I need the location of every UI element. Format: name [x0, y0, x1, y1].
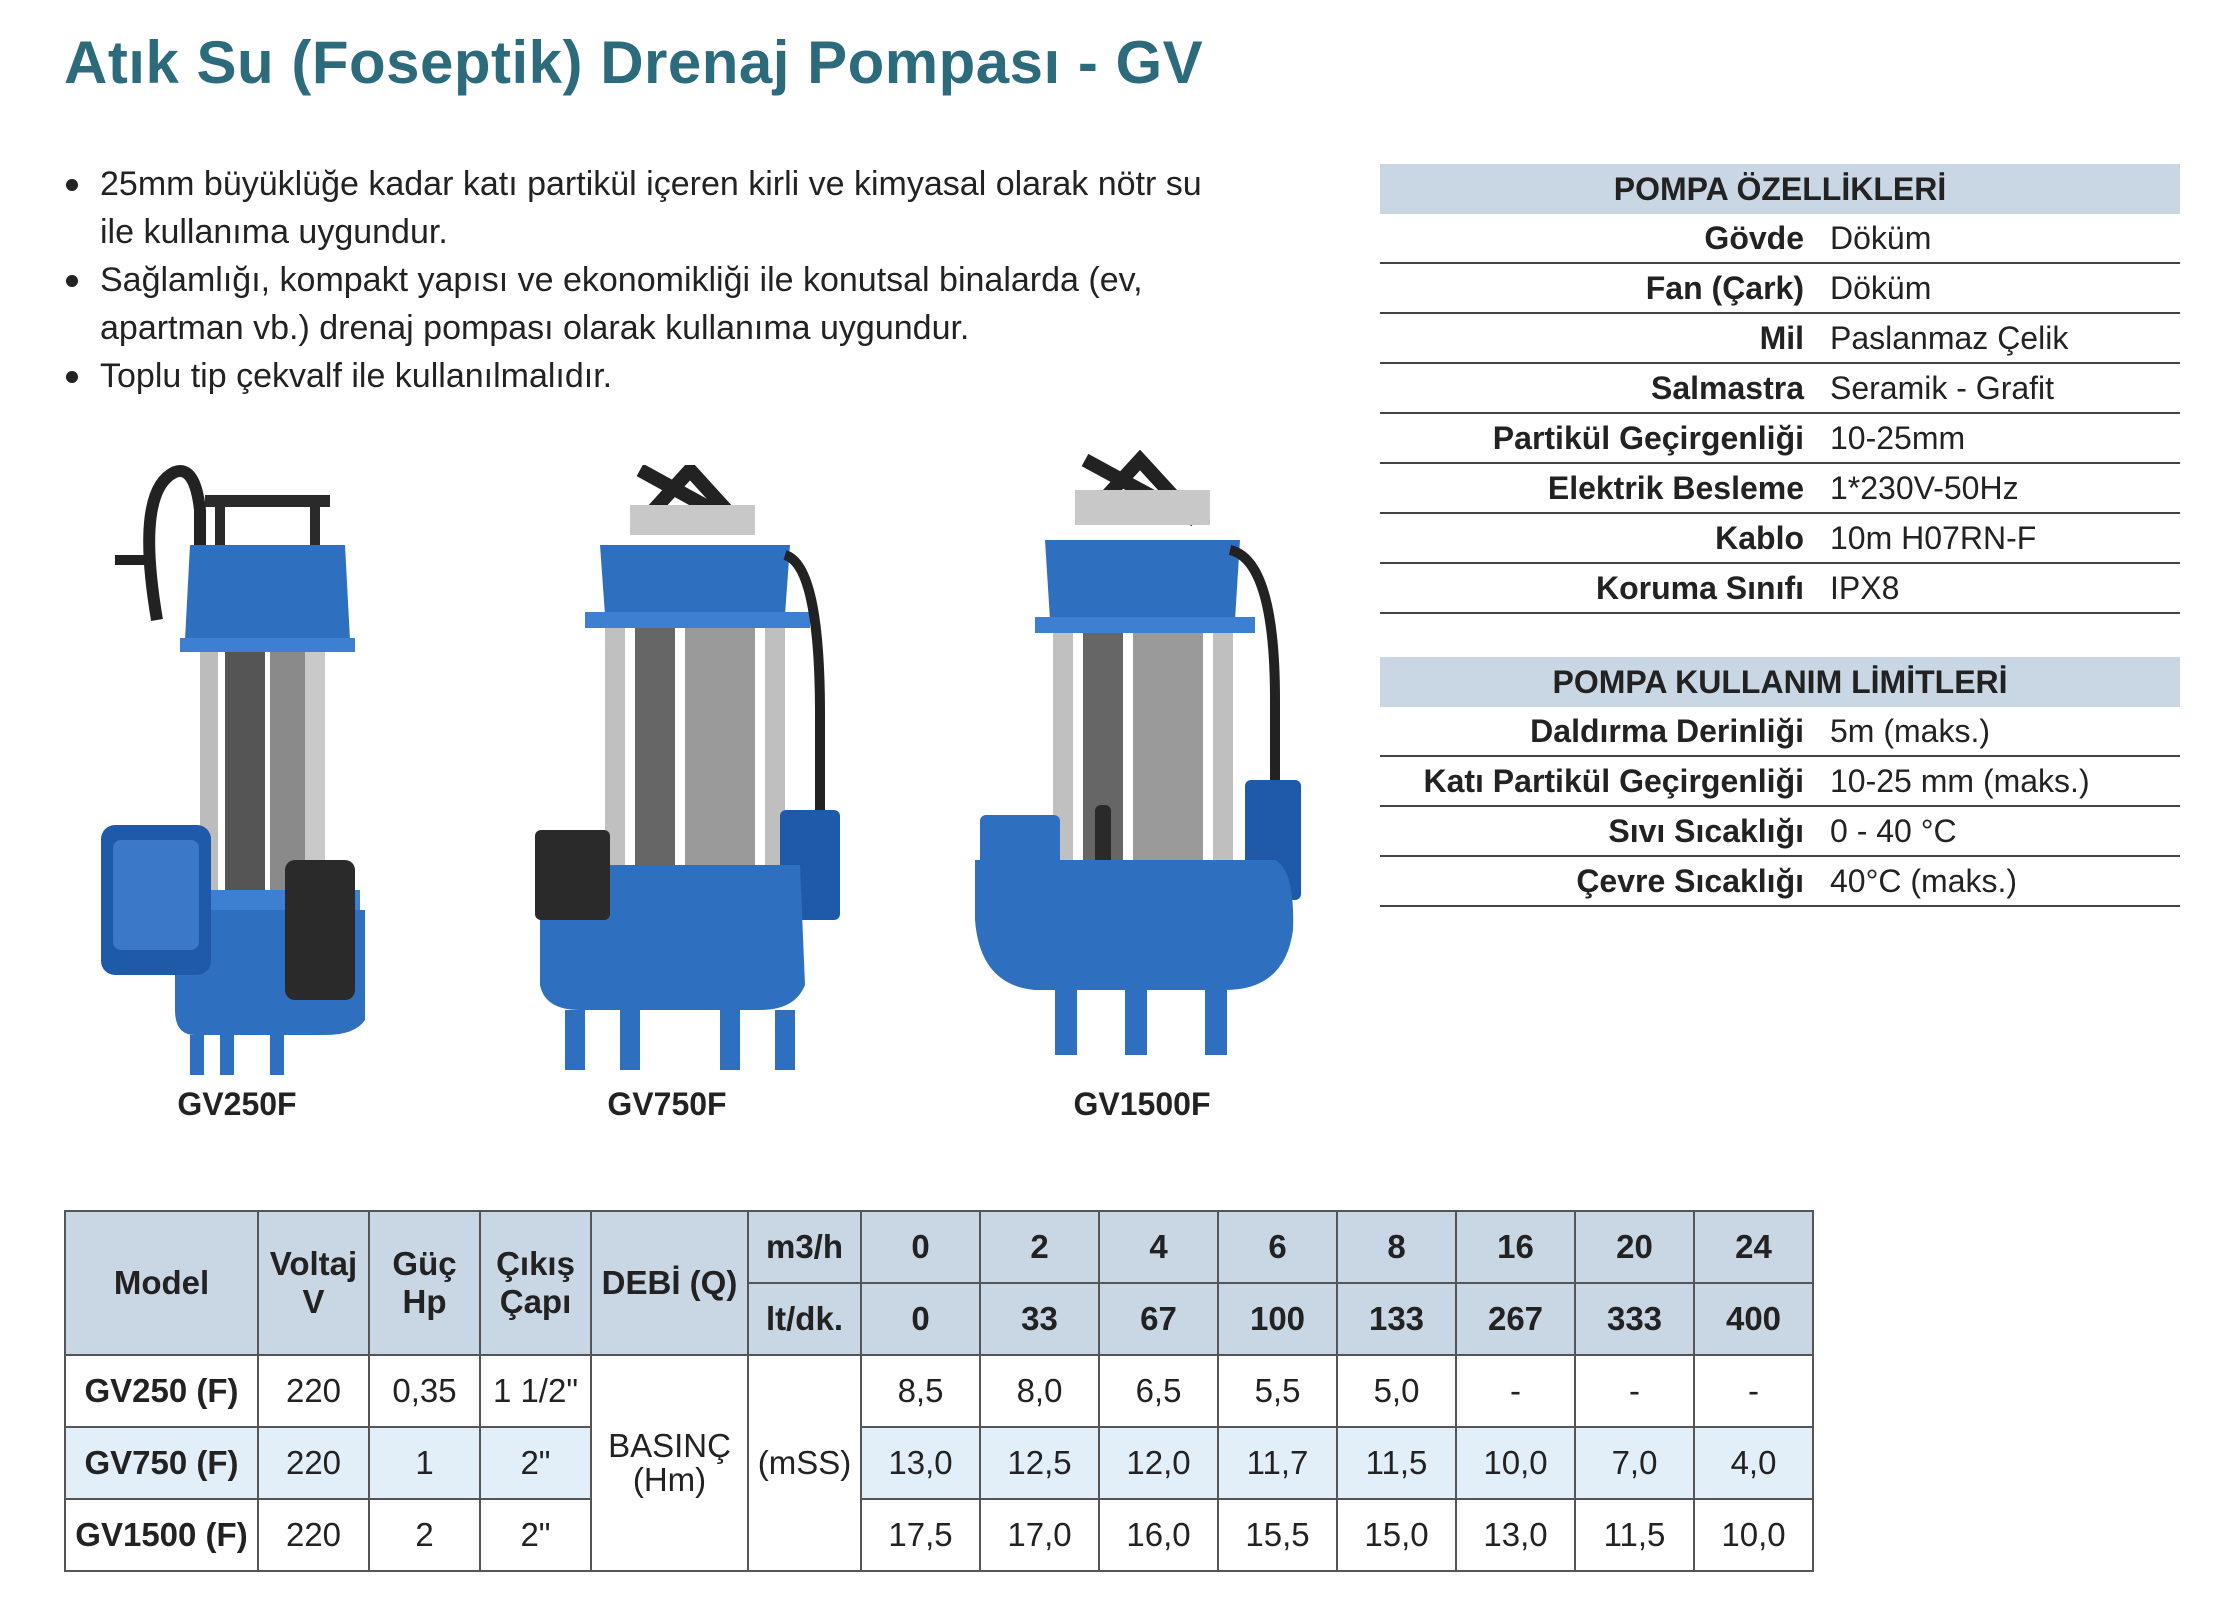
pressure-value: 11,5	[1575, 1499, 1694, 1571]
spec-row: Kablo 10m H07RN-F	[1380, 513, 2180, 563]
pressure-value: 7,0	[1575, 1427, 1694, 1499]
flow-m3h: 0	[861, 1211, 980, 1283]
flow-ltdk: 33	[980, 1283, 1099, 1355]
col-outlet: Çıkış Çapı	[480, 1211, 591, 1355]
pressure-value: 4,0	[1694, 1427, 1813, 1499]
pressure-value: -	[1575, 1355, 1694, 1427]
spec-row: Gövde Döküm	[1380, 214, 2180, 263]
table-row	[65, 1427, 1813, 1499]
flow-m3h: 8	[1337, 1211, 1456, 1283]
pump-gv250f-image	[95, 450, 375, 1075]
flow-ltdk: 67	[1099, 1283, 1218, 1355]
pump-gv750f-image	[520, 465, 840, 1075]
unit-m3h: m3/h	[748, 1211, 861, 1283]
pressure-value: 10,0	[1456, 1427, 1575, 1499]
flow-m3h: 16	[1456, 1211, 1575, 1283]
row-voltage: 220	[258, 1355, 369, 1427]
page-title: Atık Su (Foseptik) Drenaj Pompası - GV	[64, 29, 1204, 96]
pressure-value: 13,0	[861, 1427, 980, 1499]
row-model: GV750 (F)	[65, 1427, 258, 1499]
pressure-value: 10,0	[1694, 1499, 1813, 1571]
pressure-value: 12,0	[1099, 1427, 1218, 1499]
flow-m3h: 20	[1575, 1211, 1694, 1283]
pump-features-table	[1380, 164, 2180, 614]
unit-ltdk: lt/dk.	[748, 1283, 861, 1355]
product-label-gv250f: GV250F	[177, 1086, 297, 1122]
spec-row: Mil Paslanmaz Çelik	[1380, 313, 2180, 363]
pressure-value: 13,0	[1456, 1499, 1575, 1571]
pressure-value: 8,0	[980, 1355, 1099, 1427]
row-power: 2	[369, 1499, 480, 1571]
pressure-value: -	[1456, 1355, 1575, 1427]
pressure-value: 11,7	[1218, 1427, 1337, 1499]
flow-m3h: 2	[980, 1211, 1099, 1283]
spec-row: Katı Partikül Geçirgenliği 10-25 mm (maks.)	[1380, 756, 2180, 806]
table-header-row	[65, 1211, 1813, 1283]
feature-list	[64, 160, 1244, 400]
flow-ltdk: 133	[1337, 1283, 1456, 1355]
row-outlet: 2"	[480, 1427, 591, 1499]
product-label-gv1500f: GV1500F	[1073, 1086, 1211, 1122]
spec-row: Daldırma Derinliği 5m (maks.)	[1380, 707, 2180, 756]
flow-m3h: 4	[1099, 1211, 1218, 1283]
bullet-icon	[66, 179, 78, 191]
product-label-gv750f: GV750F	[607, 1086, 727, 1122]
row-voltage: 220	[258, 1499, 369, 1571]
pressure-value: 15,0	[1337, 1499, 1456, 1571]
usage-limits-header: POMPA KULLANIM LİMİTLERİ	[1380, 657, 2180, 707]
bullet-icon	[66, 371, 78, 383]
flow-ltdk: 333	[1575, 1283, 1694, 1355]
col-model: Model	[65, 1211, 258, 1355]
flow-ltdk: 267	[1456, 1283, 1575, 1355]
bullet-icon	[66, 275, 78, 287]
table-row	[65, 1355, 1813, 1427]
pump-features-header: POMPA ÖZELLİKLERİ	[1380, 164, 2180, 214]
table-row	[65, 1499, 1813, 1571]
pressure-value: 8,5	[861, 1355, 980, 1427]
col-voltage: Voltaj V	[258, 1211, 369, 1355]
flow-m3h: 6	[1218, 1211, 1337, 1283]
row-outlet: 2"	[480, 1499, 591, 1571]
pressure-value: 15,5	[1218, 1499, 1337, 1571]
pressure-value: 5,0	[1337, 1355, 1456, 1427]
col-flow: DEBİ (Q)	[591, 1211, 748, 1355]
pressure-label: BASINÇ (Hm)	[591, 1355, 748, 1571]
row-voltage: 220	[258, 1427, 369, 1499]
spec-row: Sıvı Sıcaklığı 0 - 40 °C	[1380, 806, 2180, 856]
feature-item: 25mm büyüklüğe kadar katı partikül içeren kirli ve kimyasal olarak nötr su ile kullanıma uygundur.	[64, 160, 1244, 256]
performance-table	[64, 1210, 1814, 1572]
pressure-value: 12,5	[980, 1427, 1099, 1499]
spec-row: Çevre Sıcaklığı 40°C (maks.)	[1380, 856, 2180, 906]
row-power: 1	[369, 1427, 480, 1499]
row-power: 0,35	[369, 1355, 480, 1427]
spec-row: Fan (Çark) Döküm	[1380, 263, 2180, 313]
pressure-value: 17,0	[980, 1499, 1099, 1571]
spec-row: Salmastra Seramik - Grafit	[1380, 363, 2180, 413]
flow-ltdk: 0	[861, 1283, 980, 1355]
pressure-value: 6,5	[1099, 1355, 1218, 1427]
spec-row: Partikül Geçirgenliği 10-25mm	[1380, 413, 2180, 463]
col-power: Güç Hp	[369, 1211, 480, 1355]
row-outlet: 1 1/2"	[480, 1355, 591, 1427]
pressure-value: -	[1694, 1355, 1813, 1427]
pressure-value: 5,5	[1218, 1355, 1337, 1427]
pressure-value: 16,0	[1099, 1499, 1218, 1571]
row-model: GV250 (F)	[65, 1355, 258, 1427]
feature-item: Sağlamlığı, kompakt yapısı ve ekonomikliği ile konutsal binalarda (ev, apartman vb.) drenaj pompası olarak kullanıma uygundur.	[64, 256, 1244, 352]
usage-limits-table	[1380, 657, 2180, 907]
flow-m3h: 24	[1694, 1211, 1813, 1283]
flow-ltdk: 400	[1694, 1283, 1813, 1355]
feature-item: Toplu tip çekvalf ile kullanılmalıdır.	[64, 352, 1244, 400]
row-model: GV1500 (F)	[65, 1499, 258, 1571]
pressure-unit: (mSS)	[748, 1355, 861, 1571]
pressure-value: 17,5	[861, 1499, 980, 1571]
flow-ltdk: 100	[1218, 1283, 1337, 1355]
pressure-value: 11,5	[1337, 1427, 1456, 1499]
spec-row: Elektrik Besleme 1*230V-50Hz	[1380, 463, 2180, 513]
pump-gv1500f-image	[975, 450, 1305, 1070]
spec-row: Koruma Sınıfı IPX8	[1380, 563, 2180, 613]
